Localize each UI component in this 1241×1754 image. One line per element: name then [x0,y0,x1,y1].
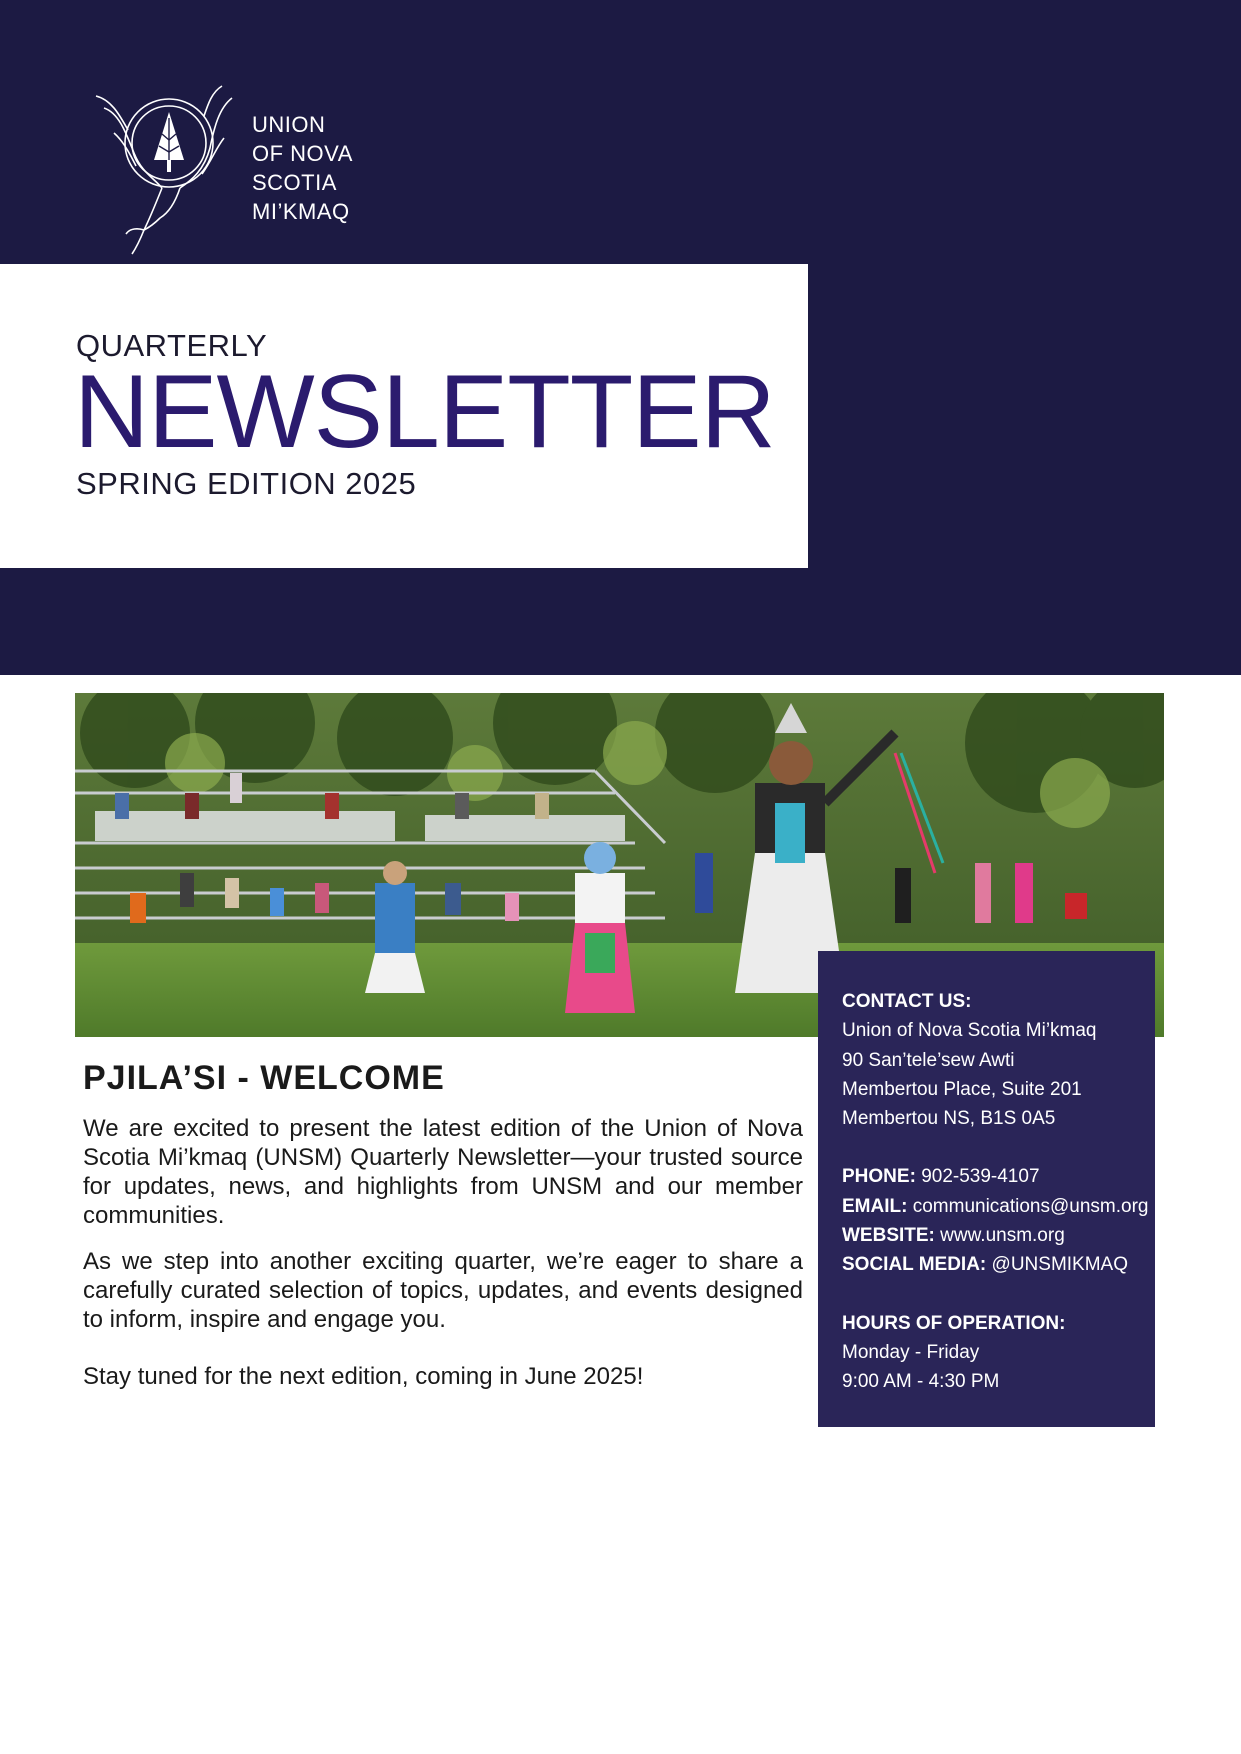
edition-label: SPRING EDITION 2025 [76,466,417,501]
unsm-logo [84,78,244,258]
website-label: WEBSITE: [842,1225,935,1247]
address-line: Union of Nova Scotia Mi’kmaq [842,1020,1097,1042]
spacer [842,1133,1155,1162]
eagle-seal-icon [84,78,244,258]
social-label: SOCIAL MEDIA: [842,1254,987,1276]
email-link[interactable]: communications@unsm.org [912,1195,1149,1217]
welcome-paragraph: As we step into another exciting quarter, we’re eager to share a carefully curated selection of topics, updates, and events designed to inform, inspire and engage you. [83,1248,803,1333]
org-name-line: SCOTIA [252,170,337,195]
email-row [842,1192,1155,1221]
org-name-line: UNION [252,112,326,137]
welcome-heading: PJILA’SI - WELCOME [83,1059,445,1097]
social-row [842,1250,1155,1279]
phone-row [842,1162,1155,1191]
welcome-paragraph: Stay tuned for the next edition, coming in June 2025! [83,1363,644,1390]
org-name [252,110,353,226]
welcome-paragraph: We are excited to present the latest edition of the Union of Nova Scotia Mi’kmaq (UNSM) Quarterly Newsletter—your trusted source for updates, news, and highlights from UNSM and our member communities. [83,1115,803,1229]
org-name-line: OF NOVA [252,141,353,166]
contact-heading: CONTACT US: [842,991,972,1012]
org-name-line: MI’KMAQ [252,199,350,224]
address-line: Membertou Place, Suite 201 [842,1078,1082,1100]
hours-days: Monday - Friday [842,1341,980,1363]
website-link[interactable]: www.unsm.org [940,1225,1065,1247]
title-kicker: QUARTERLY [76,328,268,363]
phone-label: PHONE: [842,1166,916,1188]
hours-heading: HOURS OF OPERATION: [842,1312,1066,1334]
address-line: Membertou NS, B1S 0A5 [842,1108,1056,1130]
contact-panel [818,951,1155,1427]
spacer [842,1280,1155,1309]
welcome-body [83,1114,803,1408]
phone-value[interactable]: 902-539-4107 [921,1166,1040,1188]
social-handle[interactable]: @UNSMIKMAQ [991,1254,1129,1276]
website-row [842,1221,1155,1250]
newsletter-headline: NEWSLETTER [74,354,775,470]
hours-time: 9:00 AM - 4:30 PM [842,1371,1000,1393]
address-line: 90 San’tele’sew Awti [842,1049,1015,1071]
email-label: EMAIL: [842,1195,908,1217]
